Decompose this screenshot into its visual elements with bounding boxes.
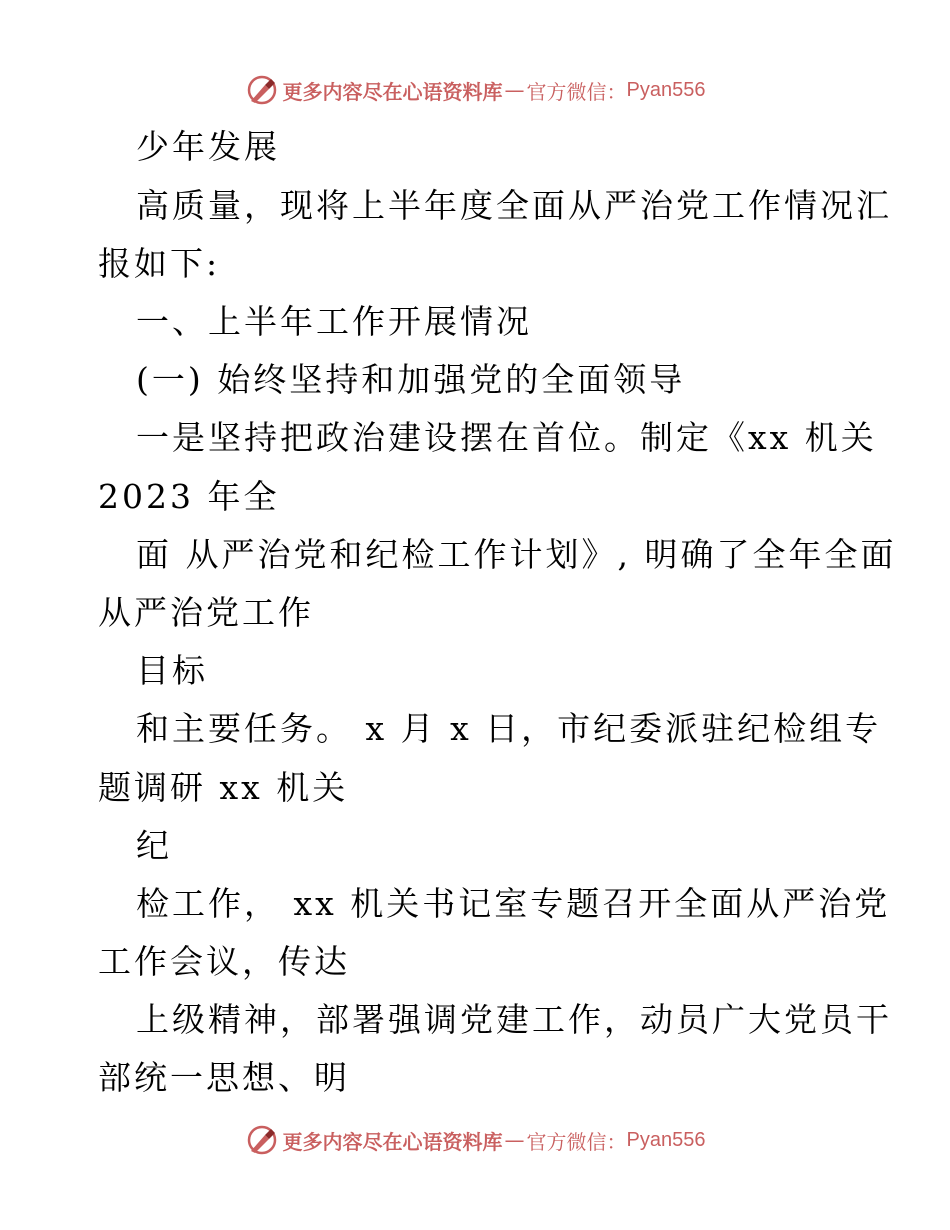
watermark-main-text: 更多内容尽在心语资料库 — [282, 79, 503, 104]
text-line: 从严治党工作 — [98, 593, 314, 632]
text-line: 一是坚持把政治建设摆在首位。制定《xx 机关 — [136, 418, 877, 457]
text-line: 检工作， xx 机关书记室专题召开全面从严治党 — [136, 884, 891, 923]
text-line: 少年发展 — [136, 127, 280, 166]
text-line: 报如下: — [98, 244, 221, 283]
text-line: 纪 — [136, 826, 172, 865]
watermark-main-text: 更多内容尽在心语资料库 — [282, 1129, 503, 1154]
watermark-wechat-id: Pyan556 — [626, 78, 706, 101]
header-watermark — [0, 70, 950, 110]
watermark-separator: — — [504, 1128, 525, 1152]
pen-logo-icon — [245, 1123, 279, 1157]
text-line: 目标 — [136, 651, 208, 690]
pen-logo-icon — [245, 73, 279, 107]
watermark-wechat-label: 官方微信： — [526, 79, 627, 104]
text-line: 题调研 xx 机关 — [98, 768, 349, 807]
text-line: 面 从严治党和纪检工作计划》, 明确了全年全面 — [136, 535, 897, 574]
text-line: 部统一思想、明 — [98, 1058, 350, 1097]
text-line: 工作会议，传达 — [98, 942, 350, 981]
text-line: 一、上半年工作开展情况 — [136, 302, 532, 341]
watermark-wechat-label: 官方微信： — [526, 1129, 627, 1154]
text-line: (一) 始终坚持和加强党的全面领导 — [136, 360, 686, 399]
watermark-separator: — — [504, 78, 525, 102]
footer-watermark — [0, 1120, 950, 1160]
text-line: 和主要任务。 x 月 x 日，市纪委派驻纪检组专 — [136, 709, 882, 748]
text-line: 上级精神，部署强调党建工作，动员广大党员干 — [136, 1000, 892, 1039]
text-line: 高质量，现将上半年度全面从严治党工作情况汇 — [136, 186, 892, 225]
text-line: 2023 年全 — [98, 477, 280, 516]
watermark-wechat-id: Pyan556 — [626, 1128, 706, 1151]
